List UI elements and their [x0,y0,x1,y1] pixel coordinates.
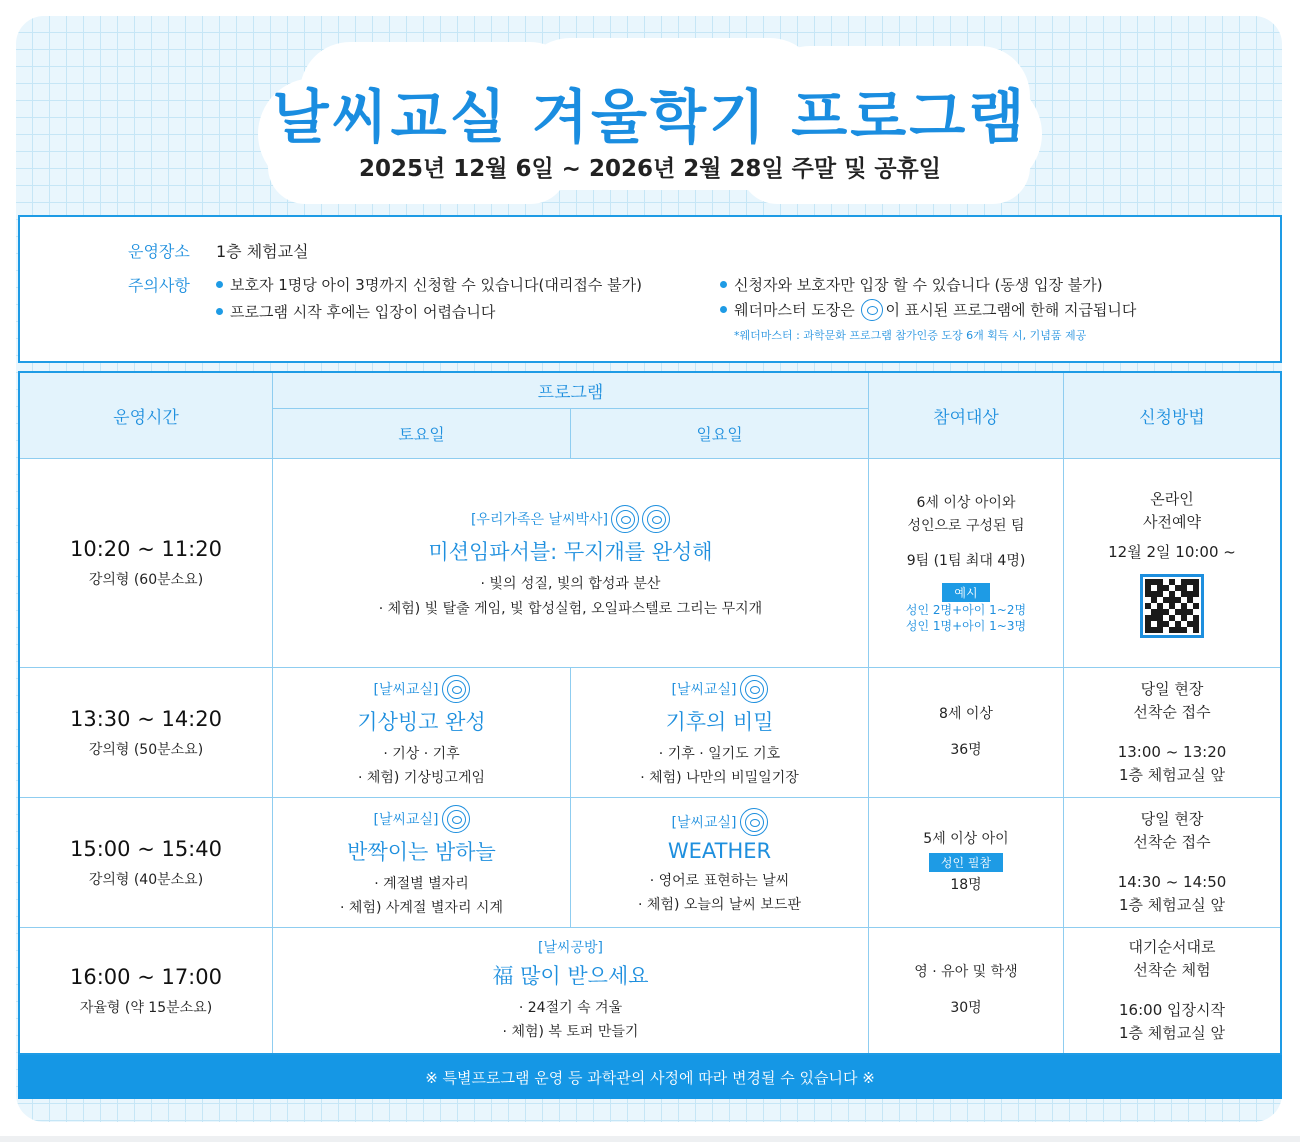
row1-time: 10:20 ~ 11:20 강의형 (60분소요) [20,459,273,668]
header-sunday: 일요일 [571,409,869,459]
row3-apply: 당일 현장 선착순 접수 14:30 ~ 14:50 1층 체험교실 앞 [1064,798,1280,928]
row3-saturday: [날씨교실] 반짝이는 밤하늘 · 계절별 별자리 · 체험) 사계절 별자리 시계 [273,798,571,928]
weather-master-stamp-icon [861,299,883,321]
notice-item: 신청자와 보호자만 입장 할 수 있습니다 (동생 입장 불가) [720,274,1103,295]
weather-master-stamp-icon [740,808,768,836]
notice-label: 주의사항 [128,276,190,295]
row1-apply: 온라인 사전예약 12월 2일 10:00 ~ [1064,459,1280,668]
info-box [18,215,1282,363]
location-label: 운영장소 [128,242,190,261]
row4-apply: 대기순서대로 선착순 체험 16:00 입장시작 1층 체험교실 앞 [1118,938,1226,1042]
row3-time: 15:00 ~ 15:40 강의형 (40분소요) [20,798,273,928]
row2-apply: 당일 현장 선착순 접수 13:00 ~ 13:20 1층 체험교실 앞 [1064,668,1280,798]
location-value: 1층 체험교실 [216,242,309,261]
example-badge: 예시 [942,583,989,602]
weather-master-stamp-icon [442,675,470,703]
notice-item: 프로그램 시작 후에는 입장이 어렵습니다 [216,301,495,322]
row4-time: 16:00 ~ 17:00 자율형 (약 15분소요) [20,928,273,1053]
row1-program: [우리가족은 날씨박사] 미션임파서블: 무지개를 완성해 · 빛의 성질, 빛의 합성과 분산 · 체험) 빛 탈출 게임, 빛 합성실험, 오일파스텔로 그리는 무지개 [273,459,869,668]
row2-target: 8세 이상 36명 [869,668,1064,798]
qr-code-icon[interactable] [1140,574,1204,638]
header-time: 운영시간 [20,373,273,459]
row3-target: 5세 이상 아이 성인 필참 18명 [869,798,1064,928]
stamp-footnote: *웨더마스터 : 과학문화 프로그램 참가인증 도장 6개 획득 시, 기념품 제공 [734,329,1087,342]
header-apply: 신청방법 [1064,373,1280,459]
footer-notice: ※ 특별프로그램 운영 등 과학관의 사정에 따라 변경될 수 있습니다 ※ [18,1055,1282,1099]
row4-program: [날씨공방] 福 많이 받으세요 · 24절기 속 겨울 · 체험) 복 토퍼 만들기 [273,928,869,1053]
page-title: 날씨교실 겨울학기 프로그램 [272,83,1028,151]
row2-saturday: [날씨교실] 기상빙고 완성 · 기상 · 기후 · 체험) 기상빙고게임 [273,668,571,798]
row2-time: 13:30 ~ 14:20 강의형 (50분소요) [20,668,273,798]
weather-master-stamp-icon [740,675,768,703]
row2-sunday: [날씨교실] 기후의 비밀 · 기후 · 일기도 기호 · 체험) 나만의 비밀일기장 [571,668,869,798]
bottom-strip [0,1136,1300,1142]
header-target: 참여대상 [869,373,1064,459]
schedule-table [18,371,1282,1055]
weather-master-stamp-icon [442,805,470,833]
notice-item-stamp: 웨더마스터 도장은 이 표시된 프로그램에 한해 지급됩니다 [720,299,1136,321]
row3-sunday: [날씨교실] WEATHER · 영어로 표현하는 날씨 · 체험) 오늘의 날씨 보드판 [571,798,869,928]
row4-target: 영 · 유아 및 학생 30명 [869,928,1064,1053]
page-subtitle: 2025년 12월 6일 ~ 2026년 2월 28일 주말 및 공휴일 [358,156,941,182]
header-saturday: 토요일 [273,409,571,459]
header-program: 프로그램 [273,373,869,409]
adult-required-badge: 성인 필참 [929,853,1003,872]
notice-item: 보호자 1명당 아이 3명까지 신청할 수 있습니다(대리접수 불가) [216,274,642,295]
weather-master-stamp-icon [611,505,639,533]
row1-target: 6세 이상 아이와 성인으로 구성된 팀 9팀 (1팀 최대 4명) 예시 성인 2명+아이 1~2명 성인 1명+아이 1~3명 [869,459,1064,668]
weather-master-stamp-icon [642,505,670,533]
